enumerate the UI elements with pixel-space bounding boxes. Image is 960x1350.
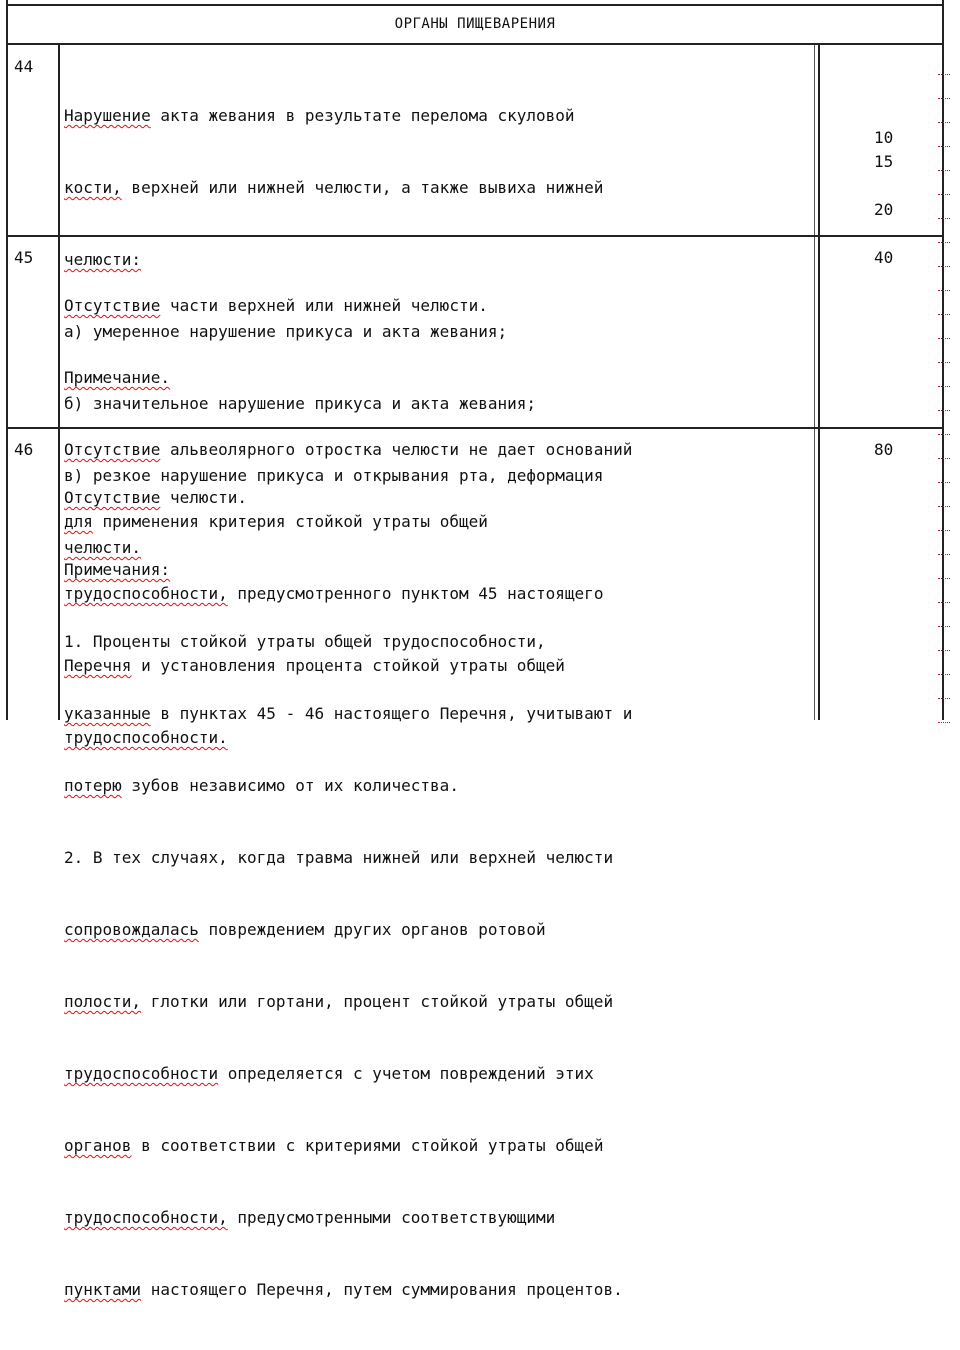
- row-46-line: Отсутствие челюсти.: [64, 488, 248, 507]
- spellcheck-mark: [938, 522, 950, 531]
- spellcheck-mark: [938, 186, 950, 195]
- spellcheck-mark: [938, 162, 950, 171]
- spellcheck-underlined-word: полости,: [64, 992, 142, 1011]
- spellcheck-mark: [938, 666, 950, 675]
- spellcheck-underlined-word: кости,: [64, 178, 122, 197]
- spellcheck-underlined-word: органов: [64, 1136, 132, 1155]
- row-46-percent: 80: [874, 440, 894, 459]
- spellcheck-mark: [938, 618, 950, 627]
- spellcheck-mark: [938, 570, 950, 579]
- spellcheck-mark: [938, 66, 950, 75]
- row-45-line: для применения критерия стойкой утраты общей: [64, 512, 488, 531]
- spellcheck-underlined-word: указанные: [64, 704, 151, 723]
- row-46-line: трудоспособности определяется с учетом повреждений этих: [64, 1064, 594, 1083]
- row-44-percent-c: 20: [874, 200, 894, 219]
- spellcheck-mark: [938, 474, 950, 483]
- row-44-line: кости, верхней или нижней челюсти, а также вывиха нижней: [64, 178, 604, 197]
- row-44-line: а) умеренное нарушение прикуса и акта жевания;: [64, 322, 508, 341]
- row-46-line: полости, глотки или гортани, процент стойкой утраты общей: [64, 992, 614, 1011]
- row-45-line: Отсутствие части верхней или нижней челюсти.: [64, 296, 488, 315]
- row-45-line: Перечня и установления процента стойкой утраты общей: [64, 656, 565, 675]
- row-44-percent-a: 10: [874, 128, 894, 147]
- spellcheck-underlined-word: трудоспособности.: [64, 728, 228, 747]
- spellcheck-underlined-word: Отсутствие: [64, 440, 161, 459]
- row-46-line: [64, 558, 816, 582]
- spellcheck-mark: [938, 282, 950, 291]
- spellcheck-mark: [938, 714, 950, 723]
- spellcheck-mark: [938, 330, 950, 339]
- spellcheck-underlined-word: челюсти:: [64, 250, 142, 269]
- row-46-line: 1. Проценты стойкой утраты общей трудоспособности,: [64, 632, 546, 651]
- spellcheck-underlined-word: сопровождалась: [64, 920, 199, 939]
- spellcheck-underlined-word: челюсти.: [64, 538, 142, 557]
- spellcheck-underlined-word: трудоспособности,: [64, 1208, 228, 1227]
- spellcheck-underlined-word: для: [64, 512, 93, 531]
- spellcheck-underlined-word: Нарушение: [64, 106, 151, 125]
- column-divider-percent: [818, 44, 820, 720]
- spellcheck-mark: [938, 354, 950, 363]
- spellcheck-mark: [938, 450, 950, 459]
- header-bottom-border: [6, 43, 944, 45]
- spellcheck-mark: [938, 138, 950, 147]
- spellcheck-mark: [938, 210, 950, 219]
- spellcheck-mark: [938, 258, 950, 267]
- spellcheck-underlined-word: Примечание.: [64, 368, 170, 387]
- spellcheck-mark: [938, 90, 950, 99]
- spellcheck-underlined-word: Отсутствие: [64, 488, 161, 507]
- spellcheck-mark: [938, 306, 950, 315]
- row-45-line: [64, 366, 816, 390]
- spellcheck-mark: [938, 378, 950, 387]
- spellcheck-mark: [938, 498, 950, 507]
- row-number-44: 44: [14, 57, 34, 76]
- row-44-line: Нарушение акта жевания в результате перелома скуловой: [64, 106, 575, 125]
- row-44-line: в) резкое нарушение прикуса и открывания рта, деформация: [64, 466, 604, 485]
- row-45-line: трудоспособности, предусмотренного пунктом 45 настоящего: [64, 584, 604, 603]
- spellcheck-underlined-word: Отсутствие: [64, 296, 161, 315]
- row-number-46: 46: [14, 440, 34, 459]
- spellcheck-underlined-word: Перечня: [64, 656, 132, 675]
- spellcheck-mark: [938, 690, 950, 699]
- row-46-line: указанные в пунктах 45 - 46 настоящего Перечня, учитывают и: [64, 704, 633, 723]
- column-divider-number: [58, 44, 60, 720]
- spellcheck-mark: [938, 594, 950, 603]
- row-text-46: [64, 438, 816, 1350]
- spellcheck-mark: [938, 114, 950, 123]
- row-46-line: трудоспособности, предусмотренными соответствующими: [64, 1208, 556, 1227]
- row-45-percent: 40: [874, 248, 894, 267]
- row-46-line: пунктами настоящего Перечня, путем суммирования процентов.: [64, 1280, 623, 1299]
- row-46-line: потерю зубов независимо от их количества.: [64, 776, 459, 795]
- row-46-line: 2. В тех случаях, когда травма нижней или верхней челюсти: [64, 848, 614, 867]
- spellcheck-mark: [938, 234, 950, 243]
- frame-left-border: [6, 0, 8, 720]
- spellcheck-underlined-word: потерю: [64, 776, 122, 795]
- row-number-45: 45: [14, 248, 34, 267]
- spellcheck-mark: [938, 426, 950, 435]
- row-44-line: б) значительное нарушение прикуса и акта жевания;: [64, 394, 537, 413]
- section-title: ОРГАНЫ ПИЩЕВАРЕНИЯ: [394, 16, 556, 32]
- row-44-percent-b: 15: [874, 152, 894, 171]
- spellcheck-mark: [938, 642, 950, 651]
- spellcheck-underlined-word: Примечания:: [64, 560, 170, 579]
- spellcheck-mark: [938, 402, 950, 411]
- spellcheck-mark: [938, 546, 950, 555]
- spellcheck-underlined-word: пунктами: [64, 1280, 142, 1299]
- row-45-line: Отсутствие альвеолярного отростка челюсти не дает оснований: [64, 440, 633, 459]
- row-46-line: сопровождалась повреждением других органов ротовой: [64, 920, 546, 939]
- row-46-line: органов в соответствии с критериями стойкой утраты общей: [64, 1136, 604, 1155]
- spellcheck-underlined-word: трудоспособности: [64, 1064, 219, 1083]
- spellcheck-underlined-word: трудоспособности,: [64, 584, 228, 603]
- spellcheck-margin-marks: [938, 0, 954, 720]
